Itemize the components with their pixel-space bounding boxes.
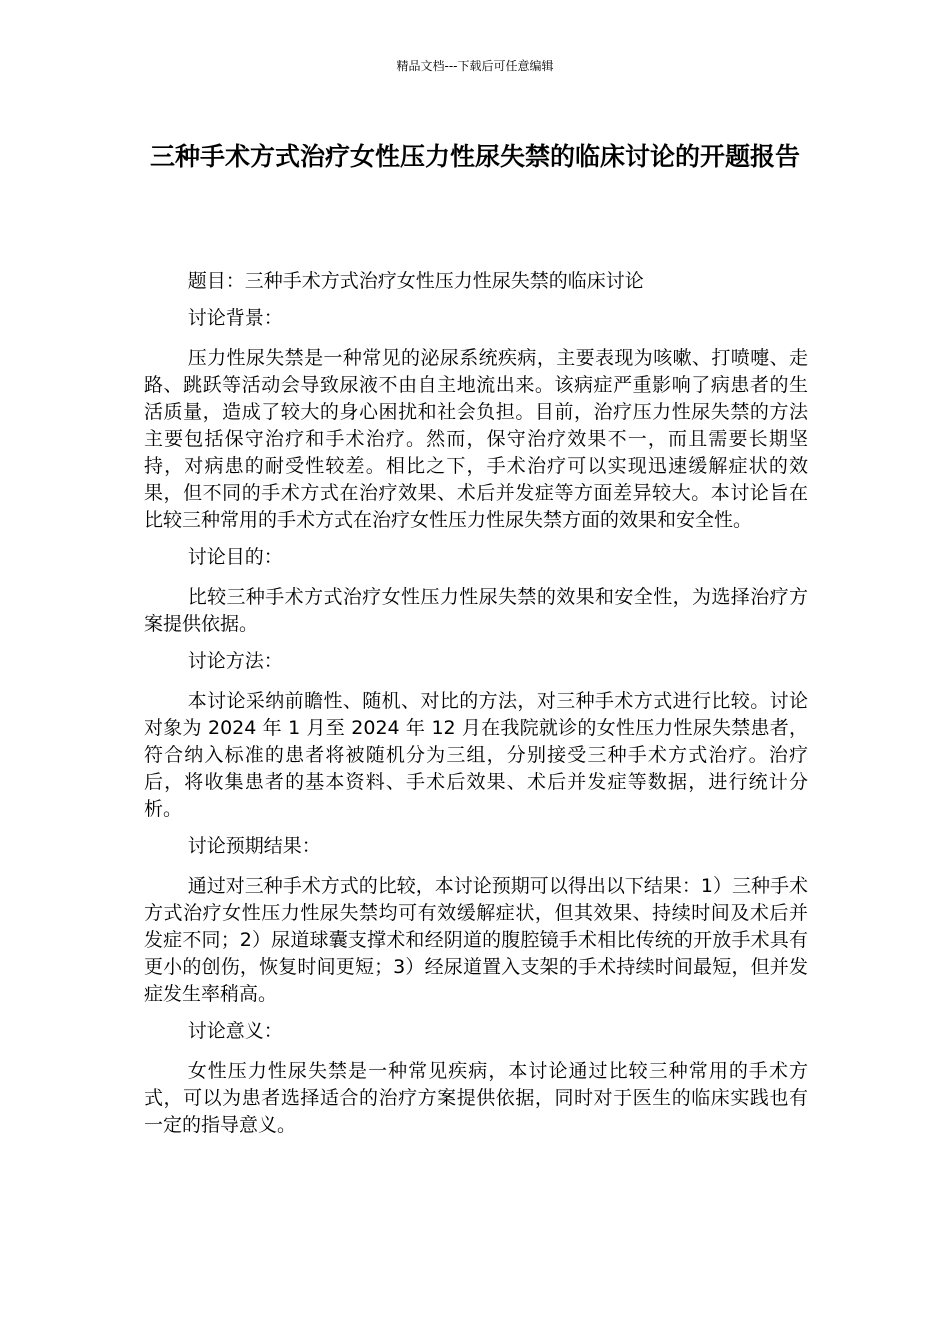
section-heading-background: 讨论背景： xyxy=(187,307,283,329)
section-heading-significance: 讨论意义： xyxy=(187,1020,283,1042)
section-heading-expected-results: 讨论预期结果： xyxy=(187,835,321,857)
page-header: 精品文档---下载后可任意编辑 xyxy=(396,59,554,73)
section-body-method: 本讨论采纳前瞻性、随机、对比的方法，对三种手术方式进行比较。讨论对象为 2024 年 1 月至 2024 年 12 月在我院就诊的女性压力性尿失禁患者，符合纳入标准的患者将被随机分为三组，分别接受三种手术方式治疗。治疗后，将收集患者的基本资料、手术后效果、术后并发症等数据，进行统计分析。 xyxy=(144,690,808,820)
section-body-background: 压力性尿失禁是一种常见的泌尿系统疾病，主要表现为咳嗽、打喷嚏、走路、跳跃等活动会导致尿液不由自主地流出来。该病症严重影响了病患者的生活质量，造成了较大的身心困扰和社会负担。目前，治疗压力性尿失禁的方法主要包括保守治疗和手术治疗。然而，保守治疗效果不一，而且需要长期坚持，对病患的耐受性较差。相比之下，手术治疗可以实现迅速缓解症状的效果，但不同的手术方式在治疗效果、术后并发症等方面差异较大。本讨论旨在比较三种常用的手术方式在治疗女性压力性尿失禁方面的效果和安全性。 xyxy=(144,347,808,531)
section-body-purpose: 比较三种手术方式治疗女性压力性尿失禁的效果和安全性，为选择治疗方案提供依据。 xyxy=(144,586,808,635)
section-body-expected-results: 通过对三种手术方式的比较，本讨论预期可以得出以下结果：1）三种手术方式治疗女性压力性尿失禁均可有效缓解症状，但其效果、持续时间及术后并发症不同；2）尿道球囊支撑术和经阴道的腹腔镜手术相比传统的开放手术具有更小的创伤，恢复时间更短；3）经尿道置入支架的手术持续时间最短，但并发症发生率稍高。 xyxy=(144,875,808,1005)
section-heading-method: 讨论方法： xyxy=(187,650,283,672)
section-body-significance: 女性压力性尿失禁是一种常见疾病，本讨论通过比较三种常用的手术方式，可以为患者选择适合的治疗方案提供依据，同时对于医生的临床实践也有一定的指导意义。 xyxy=(144,1060,808,1136)
subject-line: 题目：三种手术方式治疗女性压力性尿失禁的临床讨论 xyxy=(187,270,644,292)
section-heading-purpose: 讨论目的： xyxy=(187,546,283,568)
document-body xyxy=(144,268,808,1149)
document-title: 三种手术方式治疗女性压力性尿失禁的临床讨论的开题报告 xyxy=(149,142,800,171)
